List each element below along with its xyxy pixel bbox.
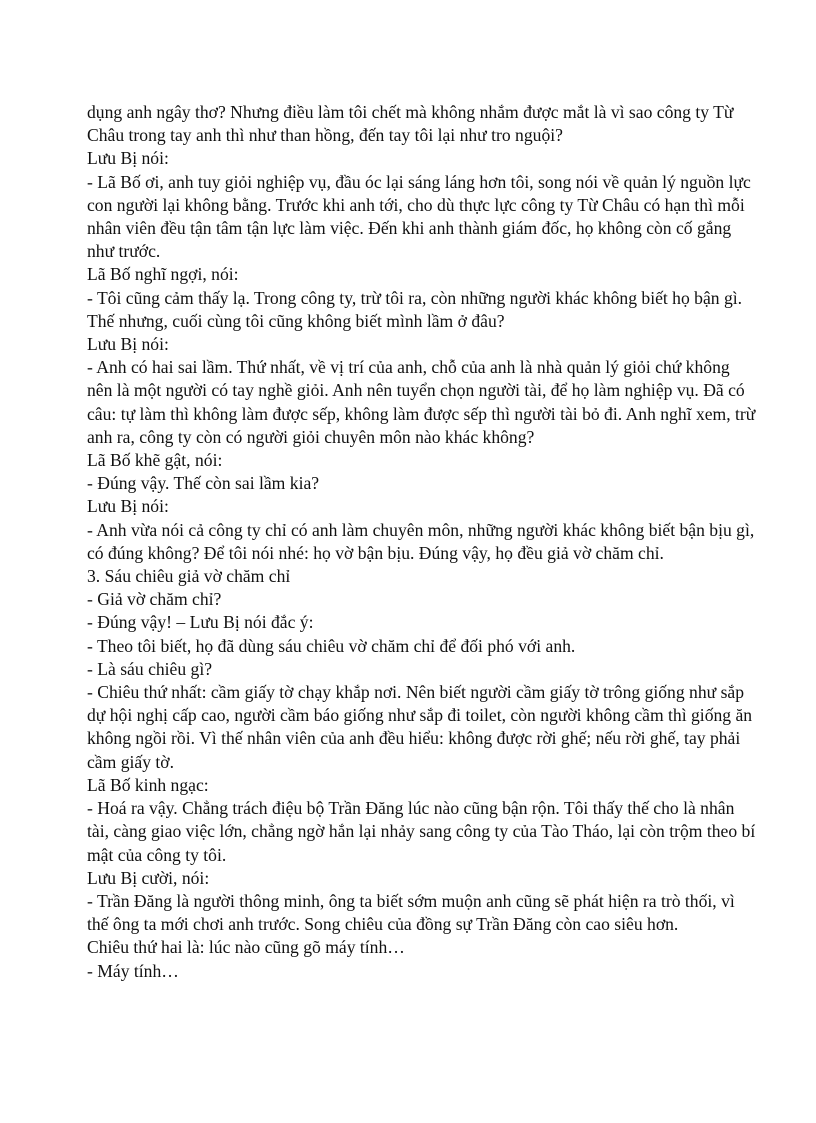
paragraph: - Anh có hai sai lầm. Thứ nhất, về vị trí của anh, chỗ của anh là nhà quản lý giỏi chứ không nên là một người có tay nghề giỏi. Anh nên tuyển chọn người tài, để họ làm nghiệp vụ. Đã có câu: tự làm thì không làm được sếp, không làm được sếp thì người tài bỏ đi. Anh nghĩ xem, trừ anh ra, công ty còn có người giỏi chuyên môn nào khác không? <box>87 357 756 447</box>
paragraph: Lã Bố nghĩ ngợi, nói: <box>87 264 239 285</box>
document-body <box>87 101 757 983</box>
paragraph: - Anh vừa nói cả công ty chỉ có anh làm chuyên môn, những người khác không biết bận bịu gì, có đúng không? Để tôi nói nhé: họ vờ bận bịu. Đúng vậy, họ đều giả vờ chăm chỉ. <box>87 519 755 563</box>
paragraph: - Giả vờ chăm chỉ? <box>87 589 222 610</box>
paragraph: dụng anh ngây thơ? Nhưng điều làm tôi chết mà không nhắm được mắt là vì sao công ty Từ Châu trong tay anh thì như than hồng, đến tay tôi lại như tro nguội? <box>87 102 734 146</box>
paragraph: - Máy tính… <box>87 960 179 981</box>
paragraph: Lưu Bị nói: <box>87 334 169 355</box>
paragraph: Lưu Bị cười, nói: <box>87 867 210 888</box>
paragraph: Lưu Bị nói: <box>87 496 169 517</box>
section-heading: 3. Sáu chiêu giả vờ chăm chỉ <box>87 566 291 587</box>
paragraph: - Chiêu thứ nhất: cầm giấy tờ chạy khắp nơi. Nên biết người cầm giấy tờ trông giống như sắp dự hội nghị cấp cao, người cầm báo giống như sắp đi toilet, còn người không cầm thì giống ăn không ngồi rồi. Vì thế nhân viên của anh đều hiểu: không được rời ghế; nếu rời ghế, tay phải cầm giấy tờ. <box>87 682 753 772</box>
paragraph: Lã Bố kinh ngạc: <box>87 774 209 795</box>
paragraph: - Theo tôi biết, họ đã dùng sáu chiêu vờ chăm chỉ để đối phó với anh. <box>87 635 576 656</box>
paragraph: Chiêu thứ hai là: lúc nào cũng gõ máy tính… <box>87 937 405 958</box>
paragraph: - Trần Đăng là người thông minh, ông ta biết sớm muộn anh cũng sẽ phát hiện ra trò thối, vì thế ông ta mới chơi anh trước. Song chiêu của đồng sự Trần Đăng còn cao siêu hơn. <box>87 890 735 935</box>
paragraph: - Đúng vậy! – Lưu Bị nói đắc ý: <box>87 612 314 633</box>
paragraph: - Đúng vậy. Thế còn sai lầm kia? <box>87 473 320 494</box>
paragraph: Lưu Bị nói: <box>87 148 169 169</box>
paragraph: - Tôi cũng cảm thấy lạ. Trong công ty, trừ tôi ra, còn những người khác không biết họ bận gì. Thế nhưng, cuối cùng tôi cũng không biết mình lầm ở đâu? <box>87 287 743 331</box>
paragraph: - Lã Bố ơi, anh tuy giỏi nghiệp vụ, đầu óc lại sáng láng hơn tôi, song nói về quản lý nguồn lực con người lại không bằng. Trước khi anh tới, cho dù thực lực công ty Từ Châu có hạn thì mỗi nhân viên đều tận tâm tận lực làm việc. Đến khi anh thành giám đốc, họ không còn cố gắng như trước. <box>87 171 751 262</box>
paragraph: - Là sáu chiêu gì? <box>87 658 213 679</box>
paragraph: - Hoá ra vậy. Chẳng trách điệu bộ Trần Đăng lúc nào cũng bận rộn. Tôi thấy thế cho là nhân tài, càng giao việc lớn, chẳng ngờ hắn lại nhảy sang công ty của Tào Tháo, lại còn trộm theo bí mật của công ty tôi. <box>87 798 756 865</box>
paragraph: Lã Bố khẽ gật, nói: <box>87 450 223 471</box>
